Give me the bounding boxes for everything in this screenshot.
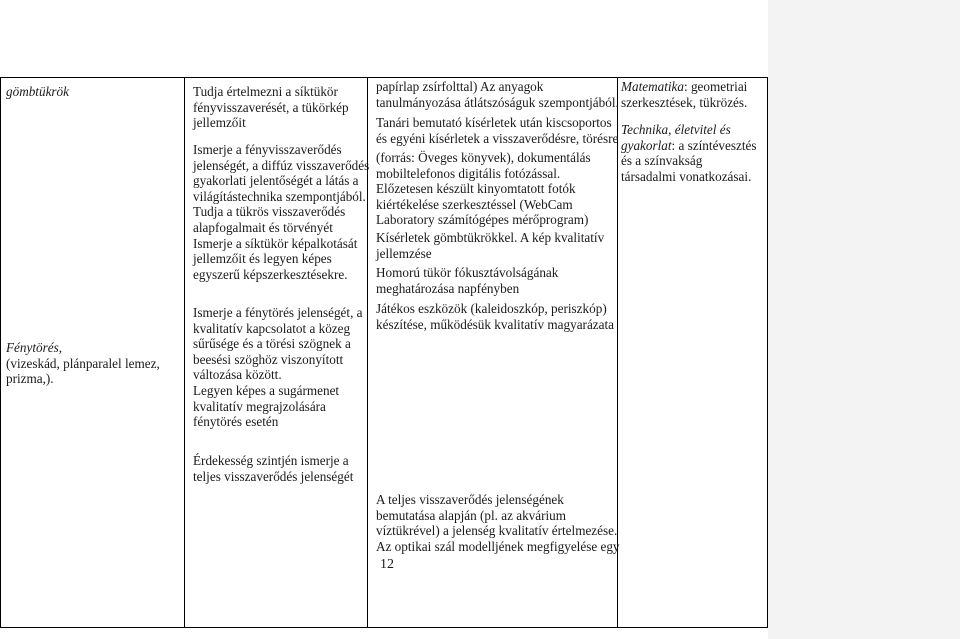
connection-line: társadalmi vonatkozásai. — [621, 168, 752, 184]
activity-line: Tanári bemutató kísérletek után kiscsoportos — [376, 115, 612, 130]
activity-line: Előzetesen készült kinyomtatott fotók — [376, 181, 576, 197]
connections-cell — [621, 79, 747, 110]
requirement-line: Tudja értelmezni a síktükör — [193, 84, 338, 99]
requirement-line: Tudja a tükrös visszaverődés — [193, 204, 346, 220]
activities-cell — [376, 301, 614, 332]
table-top-border — [0, 77, 768, 78]
subject-name: Technika, életvitel és — [621, 122, 731, 137]
activities-cell — [376, 150, 591, 228]
table-bottom-border — [0, 627, 768, 628]
requirement-line: Érdekesség szintjén ismerje a — [193, 453, 349, 468]
requirements-cell — [193, 305, 363, 430]
requirement-line: kvalitatív kapcsolatot a közeg — [193, 320, 351, 336]
margin-panel — [768, 0, 960, 639]
subject-name: Matematika — [621, 79, 684, 94]
requirement-line: egyszerű képszerkesztésekre. — [193, 266, 348, 282]
activity-line: víztükrével) a jelenség kvalitatív értelmezése. — [376, 523, 618, 539]
requirements-cell — [193, 453, 353, 484]
activity-line: Homorú tükör fókusztávolságának — [376, 265, 559, 280]
activity-line: jellemzése — [376, 245, 432, 261]
activity-line: készítése, működésük kvalitatív magyarázata — [376, 316, 615, 332]
activities-cell — [376, 115, 618, 146]
requirement-line: Ismerje a síktükör képalkotását — [193, 235, 358, 251]
topic-cell — [6, 84, 69, 100]
topic-text: Fénytörés, — [6, 340, 63, 355]
activity-line: Kísérletek gömbtükrökkel. A kép kvalitatív — [376, 230, 605, 245]
activity-line: papírlap zsírfolttal) Az anyagok — [376, 79, 544, 94]
requirement-line: kvalitatív megrajzolására — [193, 398, 326, 414]
activity-line: mobiltelefonos digitális fotózással. — [376, 165, 561, 181]
requirement-line: gyakorlati jelentőségét a látás a — [193, 173, 359, 189]
column-border — [0, 77, 1, 627]
connection-line: és a színvakság — [621, 153, 703, 169]
requirements-cell — [193, 84, 349, 131]
topic-text: gömbtükrök — [6, 84, 69, 99]
subject-name: gyakorlat — [621, 137, 672, 153]
requirement-line: Legyen képes a sugármenet — [193, 382, 340, 398]
connection-line: szerkesztések, tükrözés. — [621, 94, 748, 110]
activity-line: Játékos eszközök (kaleidoszkóp, periszkóp) — [376, 301, 607, 316]
activity-line: Laboratory számítógépes mérőprogram) — [376, 212, 589, 228]
requirement-line: Ismerje a fényvisszaverődés — [193, 142, 342, 157]
activities-cell — [376, 265, 558, 296]
requirement-line: fénytörés esetén — [193, 414, 279, 430]
column-border — [767, 77, 768, 627]
requirement-line: teljes visszaverődés jelenségét — [193, 468, 354, 484]
activity-line: A teljes visszaverődés jelenségének — [376, 492, 564, 507]
activities-cell — [376, 79, 619, 110]
requirement-line: jelenségét, a diffúz visszaverődés — [193, 157, 370, 173]
connection-line: gyakorlat: a színtévesztés — [621, 137, 757, 153]
requirement-line: jellemzőit és legyen képes — [193, 251, 332, 267]
requirements-cell — [193, 142, 369, 282]
activity-line: meghatározása napfényben — [376, 280, 520, 296]
activity-line: és egyéni kísérletek a visszaverődésre, törésre — [376, 130, 619, 146]
requirement-line: változása között. — [193, 367, 282, 383]
column-border — [184, 77, 185, 627]
activities-cell — [376, 230, 604, 261]
requirement-line: sűrűsége és a törési szögnek a — [193, 336, 351, 352]
requirement-line: világítástechnika szempontjából. — [193, 188, 366, 204]
requirement-line: Ismerje a fénytörés jelenségét, a — [193, 305, 363, 320]
activity-line: (forrás: Öveges könyvek), dokumentálás — [376, 150, 591, 165]
requirement-line: fényvisszaverését, a tükörkép — [193, 99, 349, 115]
topic-text: prizma,). — [6, 371, 54, 387]
activity-line: kiértékelése szerkesztéssel (WebCam — [376, 196, 573, 212]
activities-cell — [376, 492, 620, 554]
activity-line: bemutatása alapján (pl. az akvárium — [376, 507, 567, 523]
activity-line: tanulmányozása átlátszóságuk szempontjából. — [376, 94, 619, 110]
topic-text: (vizeskád, plánparalel lemez, — [6, 355, 160, 371]
connections-cell — [621, 122, 757, 184]
requirement-line: jellemzőit — [193, 115, 246, 131]
topic-cell — [6, 340, 160, 387]
requirement-line: beesési szöghöz viszonyított — [193, 351, 344, 367]
requirement-line: alapfogalmait és törvényét — [193, 219, 333, 235]
activity-line: Az optikai szál modelljének megfigyelése egy — [376, 538, 620, 554]
connection-line: Matematika: geometriai — [621, 79, 748, 94]
page-number: 12 — [380, 557, 394, 572]
